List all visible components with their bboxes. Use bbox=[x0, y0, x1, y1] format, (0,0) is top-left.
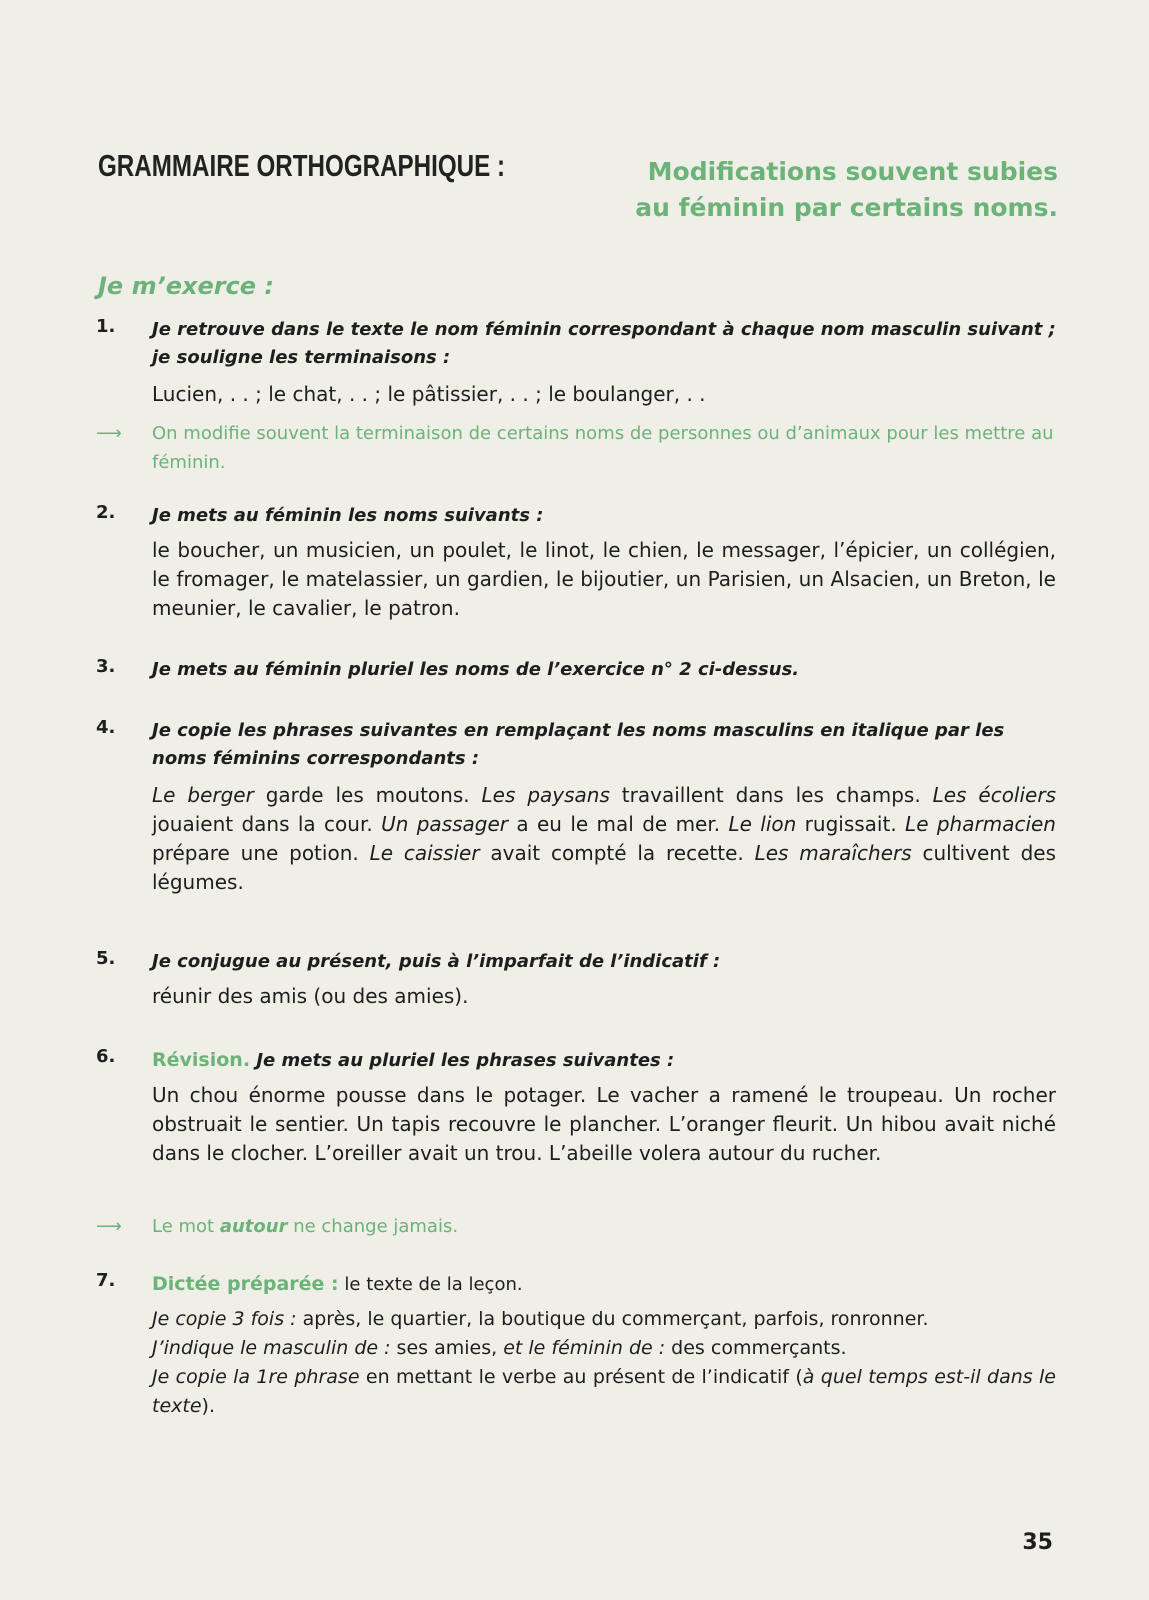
sentence-part: avait compté la recette. bbox=[479, 841, 755, 865]
instruction-text: le texte de la leçon. bbox=[344, 1274, 523, 1295]
sentence-part: rugissait. bbox=[796, 812, 906, 836]
exercise-3 bbox=[96, 656, 1056, 684]
italic-noun: Les paysans bbox=[481, 783, 610, 807]
arrow-icon: ⟶ bbox=[96, 1216, 122, 1237]
text-part: en mettant le verbe au présent de l’indicatif ( bbox=[359, 1366, 803, 1388]
exercise-instruction bbox=[152, 1270, 1056, 1299]
italic-noun: Le berger bbox=[152, 783, 254, 807]
exercise-instruction bbox=[152, 1046, 1056, 1075]
exercise-number: 2. bbox=[96, 502, 116, 523]
exercise-4 bbox=[96, 717, 1056, 897]
exercise-instruction: Je mets au féminin les noms suivants : bbox=[152, 505, 544, 526]
italic-noun: Le pharmacien bbox=[905, 812, 1056, 836]
text-part: des commerçants. bbox=[665, 1337, 847, 1359]
italic-part: et le féminin de : bbox=[503, 1337, 666, 1359]
note-part: Le mot bbox=[152, 1216, 220, 1237]
exercise-text bbox=[152, 781, 1056, 897]
exercise-instruction: Je copie les phrases suivantes en remplaçant les noms masculins en italique par les noms féminins correspondants : bbox=[152, 720, 1005, 769]
dictee-label: Dictée préparée : bbox=[152, 1273, 339, 1295]
exercise-text: le boucher, un musicien, un poulet, le linot, le chien, le messager, l’épicier, un collégien, le fromager, le matelassier, un gardien, le bijoutier, un Parisien, un Alsacien, un Breton, le meunier, le cavalier, le patron. bbox=[152, 538, 1056, 620]
subtitle-line-2: au féminin par certains noms. bbox=[635, 193, 1058, 222]
italic-part: à quel temps est-il dans le texte bbox=[152, 1366, 1056, 1417]
sentence-part: jouaient dans la cour. bbox=[152, 812, 382, 836]
subtitle-line-1: Modifications souvent subies bbox=[647, 157, 1058, 186]
sentence-part: garde les moutons. bbox=[253, 783, 482, 807]
italic-noun: Un passager bbox=[381, 812, 509, 836]
italic-part: Je copie 3 fois : bbox=[152, 1308, 297, 1330]
note-2 bbox=[96, 1212, 1056, 1241]
note-part: ne change jamais. bbox=[287, 1216, 459, 1237]
dictee-line-1 bbox=[152, 1305, 1056, 1334]
exercise-text: Lucien, . . ; le chat, . . ; le pâtissier, . . ; le boulanger, . . bbox=[152, 382, 706, 406]
exercise-number: 7. bbox=[96, 1270, 116, 1291]
section-title: Je m’exerce : bbox=[98, 272, 275, 300]
exercise-number: 6. bbox=[96, 1046, 116, 1067]
exercise-number: 5. bbox=[96, 948, 116, 969]
italic-part: Je copie la 1re phrase bbox=[152, 1366, 360, 1388]
italic-noun: Les écoliers bbox=[932, 783, 1056, 807]
exercise-text: réunir des amis (ou des amies). bbox=[152, 984, 469, 1008]
exercise-text: Un chou énorme pousse dans le potager. Le vacher a ramené le troupeau. Un rocher obstruait le sentier. Un tapis recouvre le plancher. L’oranger fleurit. Un hibou avait niché dans le clocher. L’oreiller avait un trou. L’abeille volera autour du rucher. bbox=[152, 1083, 1056, 1165]
exercise-text bbox=[152, 1305, 1056, 1421]
italic-noun: Le caissier bbox=[369, 841, 480, 865]
text-part: ses amies, bbox=[390, 1337, 504, 1359]
instruction-text: Je mets au pluriel les phrases suivantes : bbox=[256, 1050, 675, 1071]
exercise-instruction: Je mets au féminin pluriel les noms de l’exercice n° 2 ci-dessus. bbox=[152, 659, 800, 680]
text-part: après, le quartier, la boutique du commerçant, parfois, ronronner. bbox=[296, 1308, 929, 1330]
arrow-icon: ⟶ bbox=[96, 423, 122, 444]
italic-noun: Le lion bbox=[728, 812, 797, 836]
note-keyword: autour bbox=[219, 1216, 288, 1237]
sentence-part: cultivent des légumes. bbox=[152, 841, 1057, 894]
page-title: GRAMMAIRE ORTHOGRAPHIQUE : bbox=[98, 148, 506, 183]
italic-part: J’indique le masculin de : bbox=[152, 1337, 391, 1359]
exercise-5 bbox=[96, 948, 1056, 1011]
exercise-number: 3. bbox=[96, 656, 116, 677]
sentence-part: prépare une potion. bbox=[152, 841, 370, 865]
text-part: ). bbox=[201, 1395, 215, 1417]
exercise-instruction: Je retrouve dans le texte le nom féminin correspondant à chaque nom masculin suivant ; je souligne les terminaisons : bbox=[152, 319, 1056, 368]
exercise-instruction: Je conjugue au présent, puis à l’imparfait de l’indicatif : bbox=[152, 951, 721, 972]
page-number: 35 bbox=[1022, 1530, 1053, 1555]
exercise-number: 1. bbox=[96, 316, 116, 337]
dictee-line-2 bbox=[152, 1334, 1056, 1363]
exercise-1 bbox=[96, 316, 1056, 409]
sentence-part: a eu le mal de mer. bbox=[508, 812, 729, 836]
exercise-6 bbox=[96, 1046, 1056, 1168]
note-text: On modifie souvent la terminaison de certains noms de personnes ou d’animaux pour les mettre au féminin. bbox=[152, 423, 1054, 473]
sentence-part: travaillent dans les champs. bbox=[609, 783, 933, 807]
dictee-line-3 bbox=[152, 1363, 1056, 1421]
note-1 bbox=[96, 419, 1056, 477]
exercise-2 bbox=[96, 502, 1056, 623]
italic-noun: Les maraîchers bbox=[754, 841, 912, 865]
revision-label: Révision. bbox=[152, 1049, 251, 1071]
page-subtitle bbox=[538, 154, 1058, 226]
exercise-7 bbox=[96, 1270, 1056, 1421]
note-text bbox=[152, 1212, 1056, 1241]
exercise-number: 4. bbox=[96, 717, 116, 738]
